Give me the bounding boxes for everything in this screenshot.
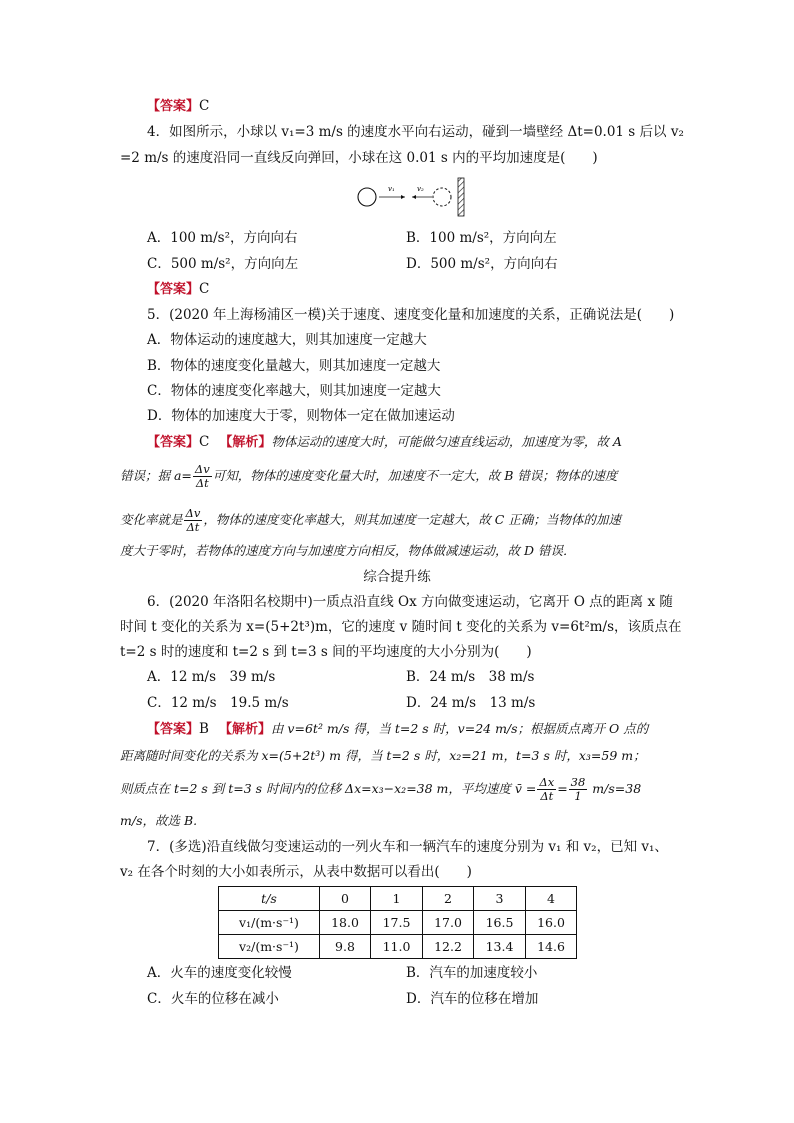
analysis-text: 由 v=6t² m/s 得，当 t=2 s 时，v=24 m/s；根据质点离开 O 点的 bbox=[270, 721, 649, 736]
table-cell: v₂/(m·s⁻¹) bbox=[219, 935, 320, 959]
a5-line3: 变化率就是 $\frac{\Delta v}{\Delta t}$ ，物体的速度变化率越大，则其加速度一定越大，故 C 正确；当物体的加速 bbox=[120, 506, 621, 534]
answer-value: C bbox=[199, 434, 210, 450]
q6-option-c: C．12 m/s 19.5 m/s bbox=[147, 695, 289, 711]
q6-option-b: B．24 m/s 38 m/s bbox=[406, 669, 535, 685]
analysis-tag: 【解析】 bbox=[218, 722, 271, 737]
q7-option-d: D．汽车的位移在增加 bbox=[406, 991, 539, 1007]
wall bbox=[458, 178, 464, 216]
q4-line2: =2 m/s 的速度沿同一直线反向弹回，小球在这 0.01 s 内的平均加速度是( ) bbox=[120, 150, 598, 166]
answer-tag: 【答案】 bbox=[147, 99, 200, 114]
q6-line2: 时间 t 变化的关系为 x=(5+2t³)m，它的速度 v 随时间 t 变化的关系为 v=6t²m/s，该质点在 bbox=[120, 619, 682, 635]
table-cell: 9.8 bbox=[320, 935, 371, 959]
table-header-cell: 3 bbox=[474, 887, 526, 911]
table-cell: 12.2 bbox=[423, 935, 474, 959]
table-header-cell: 2 bbox=[423, 887, 474, 911]
q7-line1: 7．(多选)沿直线做匀变速运动的一列火车和一辆汽车的速度分别为 v₁ 和 v₂，已知 v₁、 bbox=[147, 839, 668, 855]
q4-option-b: B．100 m/s²，方向向左 bbox=[406, 230, 557, 246]
analysis-text: 物体运动的速度大时，可能做匀速直线运动，加速度为零，故 A bbox=[271, 434, 622, 449]
q4-figure bbox=[350, 176, 470, 218]
answer-tag: 【答案】 bbox=[147, 282, 200, 297]
fraction-dx-dt: $\frac{\Delta x}{\Delta t}$ bbox=[539, 775, 555, 803]
table-header-cell: t/s bbox=[219, 887, 320, 911]
table-header-cell: 0 bbox=[320, 887, 371, 911]
q5-option-b: B．物体的速度变化量越大，则其加速度一定越大 bbox=[147, 358, 441, 374]
v1-label: v₁ bbox=[388, 185, 395, 193]
table-header-cell: 1 bbox=[371, 887, 423, 911]
table-cell: 11.0 bbox=[371, 935, 423, 959]
table-cell: 14.6 bbox=[526, 935, 577, 959]
table-cell: 17.5 bbox=[371, 911, 423, 935]
answer-value: B bbox=[199, 721, 209, 737]
fraction-38-1: $\frac{38}{1}$ bbox=[570, 775, 586, 803]
answer-tag: 【答案】 bbox=[147, 722, 200, 737]
ball-solid bbox=[358, 188, 376, 206]
a5-line2: 错误；据 a= $\frac{\Delta v}{\Delta t}$ 可知，物体的速度变化量大时，加速度不一定大，故 B 错误；物体的速度 bbox=[120, 462, 618, 490]
q6-line3: t=2 s 时的速度和 t=2 s 到 t=3 s 间的平均速度的大小分别为( ) bbox=[120, 644, 532, 660]
q4-line1: 4．如图所示，小球以 v₁=3 m/s 的速度水平向右运动，碰到一墙壁经 Δt=0.01 s 后以 v₂ bbox=[147, 124, 684, 140]
q5-stem: 5．(2020 年上海杨浦区一模)关于速度、速度变化量和加速度的关系，正确说法是( ) bbox=[147, 307, 675, 323]
q7-option-a: A．火车的速度变化较慢 bbox=[147, 965, 292, 981]
a6-line2: 距离随时间变化的关系为 x=(5+2t³) m 得，当 t=2 s 时，x₂=21 m，t=3 s 时，x₃=59 m； bbox=[120, 748, 646, 763]
a6-line4: m/s，故选 B. bbox=[120, 813, 198, 828]
q7-option-c: C．火车的位移在减小 bbox=[147, 991, 279, 1007]
q5-option-a: A．物体运动的速度越大，则其加速度一定越大 bbox=[147, 332, 427, 348]
answer-tag: 【答案】 bbox=[147, 435, 200, 450]
q4-option-d: D．500 m/s²，方向向右 bbox=[406, 256, 558, 272]
v2-label: v₂ bbox=[417, 185, 424, 193]
fraction-dv-dt: $\frac{\Delta v}{\Delta t}$ bbox=[185, 506, 201, 534]
q7-option-b: B．汽车的加速度较小 bbox=[406, 965, 538, 981]
section-title: 综合提升练 bbox=[363, 569, 431, 585]
answer-value: C bbox=[199, 98, 210, 114]
answer-3 bbox=[147, 96, 209, 117]
table-row bbox=[219, 887, 577, 911]
q7-line2: v₂ 在各个时刻的大小如表所示，从表中数据可以看出( ) bbox=[120, 864, 472, 880]
table-header-cell: 4 bbox=[526, 887, 577, 911]
q6-line1: 6．(2020 年洛阳名校期中)一质点沿直线 Ox 方向做变速运动，它离开 O 点的距离 x 随 bbox=[147, 594, 673, 610]
a6-line3: 则质点在 t=2 s 到 t=3 s 时间内的位移 Δx=x₃−x₂=38 m，平均速度 v̄ = $\frac{\Delta x}{\Delta t}$ = $\frac{38}{1}$ m/s=38 bbox=[120, 775, 642, 803]
q5-option-c: C．物体的速度变化率越大，则其加速度一定越大 bbox=[147, 383, 441, 399]
fraction-dv-dt: $\frac{\Delta v}{\Delta t}$ bbox=[194, 462, 210, 490]
table-row bbox=[219, 935, 577, 959]
answer-5 bbox=[147, 432, 622, 453]
analysis-tag: 【解析】 bbox=[219, 435, 272, 450]
answer-6 bbox=[147, 719, 648, 740]
table-cell: 16.0 bbox=[526, 911, 577, 935]
q6-option-a: A．12 m/s 39 m/s bbox=[147, 669, 276, 685]
table-cell: 13.4 bbox=[474, 935, 526, 959]
answer-value: C bbox=[199, 281, 210, 297]
q5-option-d: D．物体的加速度大于零，则物体一定在做加速运动 bbox=[147, 408, 455, 424]
table-row bbox=[219, 911, 577, 935]
table-cell: v₁/(m·s⁻¹) bbox=[219, 911, 320, 935]
table-cell: 17.0 bbox=[423, 911, 474, 935]
q6-option-d: D．24 m/s 13 m/s bbox=[406, 695, 536, 711]
a5-line4: 度大于零时，若物体的速度方向与加速度方向相反，物体做减速运动，故 D 错误． bbox=[120, 543, 576, 558]
ball-dashed bbox=[433, 188, 451, 206]
velocity-table bbox=[218, 886, 577, 959]
table-cell: 18.0 bbox=[320, 911, 371, 935]
q4-option-a: A．100 m/s²，方向向右 bbox=[147, 230, 298, 246]
answer-4 bbox=[147, 279, 209, 300]
q4-option-c: C．500 m/s²，方向向左 bbox=[147, 256, 299, 272]
table-cell: 16.5 bbox=[474, 911, 526, 935]
